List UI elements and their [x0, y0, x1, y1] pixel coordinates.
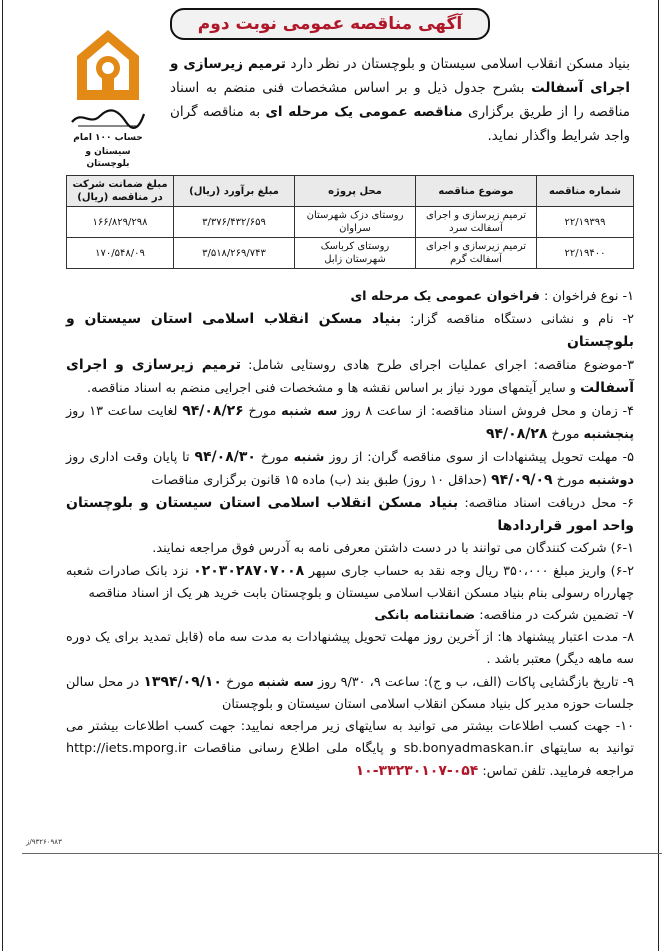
- item-6-1: [66, 538, 634, 560]
- item-10-text-c: مراجعه فرمایید. تلفن تماس:: [482, 764, 634, 779]
- item-10-site-2[interactable]: http://iets.mporg.ir: [66, 741, 187, 756]
- intro-text-1: بنیاد مسکن انقلاب اسلامی سیستان و بلوچستان در نظر دارد: [290, 56, 630, 72]
- item-5-text-e: تا پایان وقت اداری روز: [66, 450, 190, 465]
- table-row: [67, 238, 634, 269]
- bottom-rule: [22, 853, 662, 854]
- item-9-text-a: ۹- تاریخ بازگشایی پاکات (الف، ب و ج): ساعت ۹، ۹/۳۰ روز: [317, 675, 635, 690]
- col-header-location: محل پروژه: [295, 176, 416, 207]
- item-10-phone: ۰۵۴-۳۳۲۳۰۱۰۷-۱۰: [355, 763, 479, 779]
- intro-text-3: به مناقصه گران واجد شرایط واگذار نماید.: [170, 104, 630, 144]
- col-header-tender-number: شماره مناقصه: [537, 176, 634, 207]
- intro-text-2: بشرح جدول ذیل و بر اساس مشخصات فنی منضم به اسناد مناقصه را از طریق برگزاری: [170, 80, 630, 120]
- item-5-date-start: ۹۴/۰۸/۳۰: [194, 449, 256, 465]
- logo-caption-2: سیستان و بلوچستان: [85, 147, 131, 169]
- item-6-label: ۶- محل دریافت اسناد مناقصه:: [464, 496, 634, 511]
- notice-title: آگهی مناقصه عمومی نوبت دوم: [197, 14, 463, 34]
- cell-location: روستای دزک شهرستان سراوان: [295, 207, 416, 238]
- item-10-text-a: ۱۰- جهت کسب اطلاعات بیشتر می توانید به سایتهای زیر مراجعه نمایید: جهت کسب اطلاعات بیشتر می توانید به سایتهای: [66, 719, 634, 756]
- item-3-label: ۳-موضوع مناقصه: اجرای عملیات اجرای طرح هادی روستایی شامل:: [248, 358, 634, 373]
- item-7: [66, 605, 634, 627]
- item-5-text-c: مورخ: [260, 450, 289, 465]
- footer-code: ۹۳۲۶۰۹۸۳/ز: [26, 838, 62, 846]
- item-7-value: ضمانتنامه بانکی: [374, 608, 476, 623]
- item-4-text-g: مورخ: [551, 427, 580, 442]
- item-3-rest: و سایر آیتمهای مورد نیاز بر اساس نقشه ها و مشخصات فنی اجرایی منضم به اسناد مناقصه.: [87, 381, 576, 396]
- item-4-text-e: لغایت ساعت ۱۳ روز: [66, 404, 178, 419]
- col-header-guarantee: مبلغ ضمانت شرکت در مناقصه (ریال): [67, 176, 174, 207]
- calligraphy-emblem-icon: [68, 106, 148, 130]
- item-6-2: [66, 560, 634, 605]
- item-6-1-text: ۶-۱) شرکت کنندگان می توانند با در دست داشتن معرفی نامه به آدرس فوق مراجعه نمایند.: [152, 541, 634, 556]
- item-6-2-text-a: ۶-۲) واریز مبلغ ۳۵۰،۰۰۰ ریال وجه نقد به حساب جاری سپهر: [308, 564, 634, 579]
- item-9-text-c: مورخ: [226, 675, 254, 690]
- item-4-text-c: مورخ: [248, 404, 277, 419]
- item-8-text: ۸- مدت اعتبار پیشنهاد ها: از آخرین روز مهلت تحویل پیشنهادات به مدت سه ماه (قابل تمدید برای یک دوره سه ماهه دیگر) معتبر باشد .: [66, 630, 634, 667]
- item-4-date-start: ۹۴/۰۸/۲۶: [182, 403, 244, 419]
- item-1-label: ۱- نوع فراخوان :: [543, 289, 634, 304]
- intro-bold-1: ترمیم زیرسازی و اجرای آسفالت: [170, 56, 630, 96]
- item-6-2-account-number: ۰۲۰۳۰۲۸۷۰۷۰۰۸: [193, 563, 305, 579]
- table-row: [67, 207, 634, 238]
- item-2-label: ۲- نام و نشانی دستگاه مناقصه گزار:: [410, 312, 634, 327]
- cell-estimate: ۳/۳۷۶/۴۳۲/۶۵۹: [174, 207, 295, 238]
- item-9: [66, 671, 634, 716]
- cell-subject: ترمیم زیرسازی و اجرای آسفالت گرم: [416, 238, 537, 269]
- intro-paragraph: [170, 52, 630, 148]
- item-5-day-end: دوشنبه: [588, 473, 634, 488]
- item-5-text-a: ۵- مهلت تحویل پیشنهادات از سوی مناقصه گران: از روز: [329, 450, 634, 465]
- cell-guarantee: ۱۷۰/۵۴۸/۰۹: [67, 238, 174, 269]
- cell-estimate: ۳/۵۱۸/۲۶۹/۷۴۳: [174, 238, 295, 269]
- item-5-date-end: ۹۴/۰۹/۰۹: [491, 472, 553, 488]
- col-header-subject: موضوع مناقصه: [416, 176, 537, 207]
- item-10: [66, 716, 634, 783]
- item-9-date: ۱۳۹۴/۰۹/۱۰: [143, 674, 222, 690]
- bonyad-maskan-logo: [66, 26, 150, 169]
- house-emblem-icon: [71, 26, 145, 106]
- item-2: [66, 308, 634, 354]
- intro-bold-2: مناقصه عمومی یک مرحله ای: [265, 104, 463, 120]
- item-10-site-1[interactable]: sb.bonyadmaskan.ir: [403, 741, 534, 756]
- tender-conditions: [66, 286, 634, 783]
- item-3-bold: ترمیم زیرسازی و اجرای آسفالت: [66, 357, 634, 396]
- item-3: [66, 354, 634, 400]
- item-1-value: فراخوان عمومی یک مرحله ای: [350, 289, 540, 304]
- item-10-text-b: و پایگاه ملی اطلاع رسانی مناقصات: [193, 741, 397, 756]
- left-border-line: [2, 0, 3, 951]
- cell-location: روستای کرباسک شهرستان زابل: [295, 238, 416, 269]
- right-border-line: [658, 0, 659, 951]
- item-4: [66, 400, 634, 446]
- cell-guarantee: ۱۶۶/۸۲۹/۲۹۸: [67, 207, 174, 238]
- item-4-date-end: ۹۴/۰۸/۲۸: [485, 426, 548, 442]
- table-header-row: [67, 176, 634, 207]
- item-4-day-end: پنجشنبه: [583, 427, 634, 442]
- item-5-day-start: شنبه: [293, 450, 325, 465]
- item-6-2-text-c: نزد بانک صادرات شعبه چهارراه رسولی بنام بنیاد مسکن انقلاب اسلامی سیستان و بلوچستان بابت خرید هر یک از اسناد مناقصه: [66, 564, 634, 601]
- item-1: [66, 286, 634, 308]
- item-7-label: ۷- تضمین شرکت در مناقصه:: [479, 608, 634, 623]
- cell-tender-number: ۲۲/۱۹۳۹۹: [537, 207, 634, 238]
- item-8: [66, 627, 634, 671]
- col-header-estimate: مبلغ برآورد (ریال): [174, 176, 295, 207]
- notice-title-banner: [170, 8, 490, 40]
- item-5: [66, 446, 634, 492]
- tender-table: [66, 175, 634, 269]
- cell-tender-number: ۲۲/۱۹۴۰۰: [537, 238, 634, 269]
- item-5-text-i: (حداقل ۱۰ روز) طبق بند (ب) ماده ۱۵ قانون برگزاری مناقصات: [151, 473, 488, 488]
- item-9-text-e: در محل سالن جلسات حوزه مدیر کل بنیاد مسکن انقلاب اسلامی استان سیستان و بلوچستان: [66, 675, 634, 712]
- logo-caption-1: حساب ۱۰۰ امام: [73, 133, 143, 143]
- item-2-value: بنیاد مسکن انقلاب اسلامی استان سیستان و بلوچستان: [66, 311, 634, 350]
- item-6: [66, 492, 634, 538]
- item-6-value: بنیاد مسکن انقلاب اسلامی استان سیستان و بلوچستان واحد امور قراردادها: [66, 495, 634, 534]
- item-4-text-a: ۴- زمان و محل فروش اسناد مناقصه: از ساعت ۸ روز: [342, 404, 635, 419]
- item-9-day: سه شنبه: [258, 675, 314, 690]
- item-4-day-start: سه شنبه: [281, 404, 338, 419]
- item-5-text-g: مورخ: [556, 473, 585, 488]
- cell-subject: ترمیم زیرسازی و اجرای آسفالت سرد: [416, 207, 537, 238]
